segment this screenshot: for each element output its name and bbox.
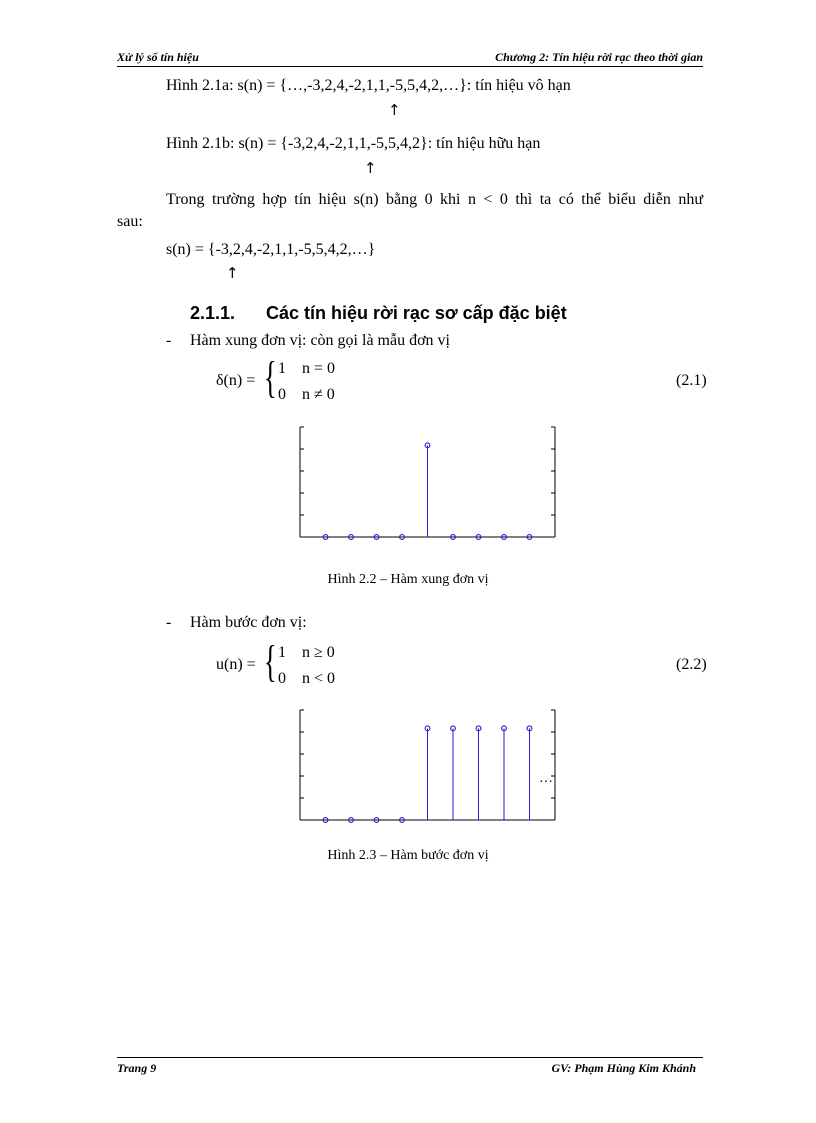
step-case1-value: 1 xyxy=(278,644,286,661)
impulse-brace: { xyxy=(264,353,277,402)
step-stem-plot xyxy=(295,708,560,828)
causal-sequence: s(n) = {-3,2,4,-2,1,1,-5,5,4,2,…} xyxy=(166,241,376,258)
step-brace: { xyxy=(264,637,277,686)
impulse-description: Hàm xung đơn vị: còn gọi là mẫu đơn vị xyxy=(190,332,450,349)
step-description: Hàm bước đơn vị: xyxy=(190,614,307,631)
step-caption: Hình 2.3 – Hàm bước đơn vị xyxy=(327,848,489,863)
header-left: Xử lý số tín hiệu xyxy=(117,50,199,64)
impulse-case2-value: 0 xyxy=(278,386,286,403)
step-case1-condition: n ≥ 0 xyxy=(302,644,335,661)
impulse-equation-number: (2.1) xyxy=(676,372,707,389)
section-number: 2.1.1. xyxy=(190,303,236,323)
step-ellipsis: … xyxy=(539,771,553,786)
step-case2-condition: n < 0 xyxy=(302,670,336,687)
paragraph-line2: sau: xyxy=(117,213,143,230)
arrow-causal: ↑ xyxy=(226,264,239,282)
footer-left: Trang 9 xyxy=(117,1061,157,1075)
header-rule xyxy=(117,66,703,67)
footer-right: GV: Phạm Hùng Kim Khánh xyxy=(551,1061,696,1075)
line-2-1b: Hình 2.1b: s(n) = {-3,2,4,-2,1,1,-5,5,4,2}: tín hiệu hữu hạn xyxy=(166,135,541,152)
impulse-stem-plot xyxy=(295,425,560,545)
line-2-1a: Hình 2.1a: s(n) = {…,-3,2,4,-2,1,1,-5,5,4,2,…}: tín hiệu vô hạn xyxy=(166,77,571,94)
header-right: Chương 2: Tín hiệu rời rạc theo thời gian xyxy=(495,50,703,64)
impulse-case2-condition: n ≠ 0 xyxy=(302,386,335,403)
step-bullet: - xyxy=(166,614,172,631)
footer-rule xyxy=(117,1057,703,1058)
impulse-caption: Hình 2.2 – Hàm xung đơn vị xyxy=(327,572,489,587)
step-lhs: u(n) = xyxy=(216,656,256,673)
step-equation-number: (2.2) xyxy=(676,656,707,673)
impulse-case1-condition: n = 0 xyxy=(302,360,336,377)
paragraph-line1: Trong trường hợp tín hiệu s(n) bằng 0 khi n < 0 thì ta có thể biểu diễn như xyxy=(166,191,703,208)
step-case2-value: 0 xyxy=(278,670,286,687)
arrow-2-1b: ↑ xyxy=(364,159,377,177)
impulse-bullet: - xyxy=(166,332,172,349)
impulse-lhs: δ(n) = xyxy=(216,372,256,389)
section-title: Các tín hiệu rời rạc sơ cấp đặc biệt xyxy=(266,303,567,323)
impulse-case1-value: 1 xyxy=(278,360,286,377)
arrow-2-1a: ↑ xyxy=(388,101,401,119)
